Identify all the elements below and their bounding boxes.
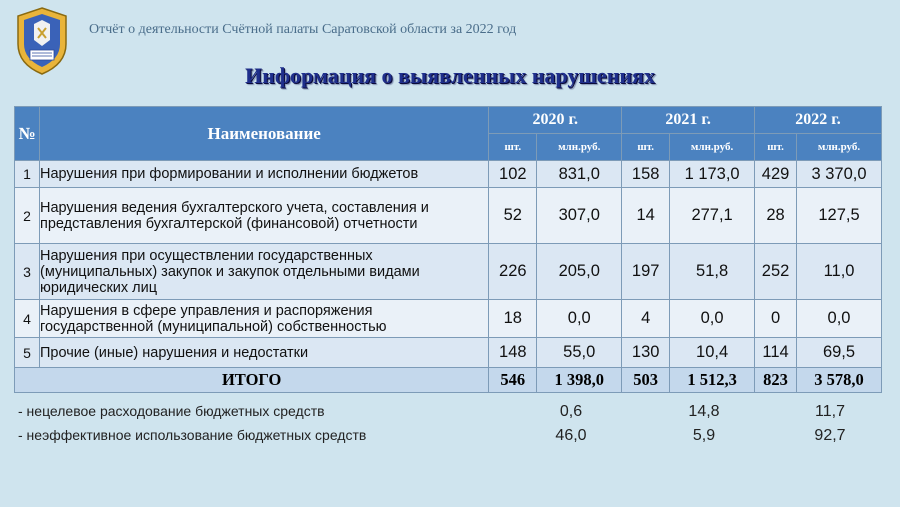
row-name: Прочие (иные) нарушения и недостатки (39, 338, 488, 368)
cell-value: 0,0 (797, 300, 882, 338)
cell-value: 102 (489, 161, 537, 188)
cell-value: 52 (489, 188, 537, 244)
cell-value: 11,0 (797, 244, 882, 300)
total-value: 823 (755, 368, 797, 393)
year-header-2020: 2020 г. (489, 107, 622, 134)
total-value: 1 398,0 (537, 368, 622, 393)
cell-value: 10,4 (670, 338, 755, 368)
total-label: ИТОГО (15, 368, 489, 393)
col-name-header: Наименование (39, 107, 488, 161)
extra-value: 14,8 (688, 403, 720, 420)
unit-count-header: шт. (755, 134, 797, 161)
violations-table (14, 106, 882, 393)
total-value: 546 (489, 368, 537, 393)
cell-value: 114 (755, 338, 797, 368)
cell-value: 51,8 (670, 244, 755, 300)
total-value: 3 578,0 (797, 368, 882, 393)
row-number: 2 (15, 188, 40, 244)
row-name: Нарушения при осуществлении государственных (муниципальных) закупок и закупок отдельными видами юридических лиц (39, 244, 488, 300)
row-name: Нарушения ведения бухгалтерского учета, составления и представления бухгалтерской (финансовой) отчетности (39, 188, 488, 244)
table-row (15, 188, 882, 244)
cell-value: 4 (622, 300, 670, 338)
cell-value: 252 (755, 244, 797, 300)
row-number: 1 (15, 161, 40, 188)
cell-value: 3 370,0 (797, 161, 882, 188)
cell-value: 127,5 (797, 188, 882, 244)
extra-value: 0,6 (559, 403, 583, 420)
row-number: 5 (15, 338, 40, 368)
row-number: 3 (15, 244, 40, 300)
cell-value: 0,0 (537, 300, 622, 338)
cell-value: 0 (755, 300, 797, 338)
cell-value: 28 (755, 188, 797, 244)
cell-value: 0,0 (670, 300, 755, 338)
row-name: Нарушения при формировании и исполнении бюджетов (39, 161, 488, 188)
cell-value: 1 173,0 (670, 161, 755, 188)
extra-line-misuse (0, 403, 900, 423)
total-value: 1 512,3 (670, 368, 755, 393)
page-title: Информация о выявленных нарушениях (245, 63, 655, 88)
cell-value: 831,0 (537, 161, 622, 188)
cell-value: 429 (755, 161, 797, 188)
year-header-2022: 2022 г. (755, 107, 882, 134)
table-row (15, 300, 882, 338)
table-row (15, 161, 882, 188)
extra-label: - нецелевое расходование бюджетных средств (18, 403, 325, 419)
total-value: 503 (622, 368, 670, 393)
cell-value: 14 (622, 188, 670, 244)
extra-value: 46,0 (555, 427, 587, 444)
row-name: Нарушения в сфере управления и распоряжения государственной (муниципальной) собственностью (39, 300, 488, 338)
unit-money-header: млн.руб. (797, 134, 882, 161)
table-row (15, 244, 882, 300)
cell-value: 148 (489, 338, 537, 368)
extra-line-inefficient (0, 427, 900, 447)
cell-value: 226 (489, 244, 537, 300)
extra-value: 5,9 (692, 427, 716, 444)
cell-value: 18 (489, 300, 537, 338)
extra-value: 11,7 (815, 403, 845, 420)
unit-count-header: шт. (622, 134, 670, 161)
cell-value: 197 (622, 244, 670, 300)
cell-value: 307,0 (537, 188, 622, 244)
cell-value: 277,1 (670, 188, 755, 244)
unit-count-header: шт. (489, 134, 537, 161)
unit-money-header: млн.руб. (537, 134, 622, 161)
table-row (15, 338, 882, 368)
unit-money-header: млн.руб. (670, 134, 755, 161)
year-header-2021: 2021 г. (622, 107, 755, 134)
extra-label: - неэффективное использование бюджетных средств (18, 427, 367, 443)
cell-value: 205,0 (537, 244, 622, 300)
cell-value: 158 (622, 161, 670, 188)
col-number-header: № (15, 107, 40, 161)
row-number: 4 (15, 300, 40, 338)
report-header: Отчёт о деятельности Счётной палаты Саратовской области за 2022 год (89, 22, 517, 37)
extra-value: 92,7 (814, 427, 846, 444)
cell-value: 55,0 (537, 338, 622, 368)
total-row (15, 368, 882, 393)
cell-value: 130 (622, 338, 670, 368)
cell-value: 69,5 (797, 338, 882, 368)
